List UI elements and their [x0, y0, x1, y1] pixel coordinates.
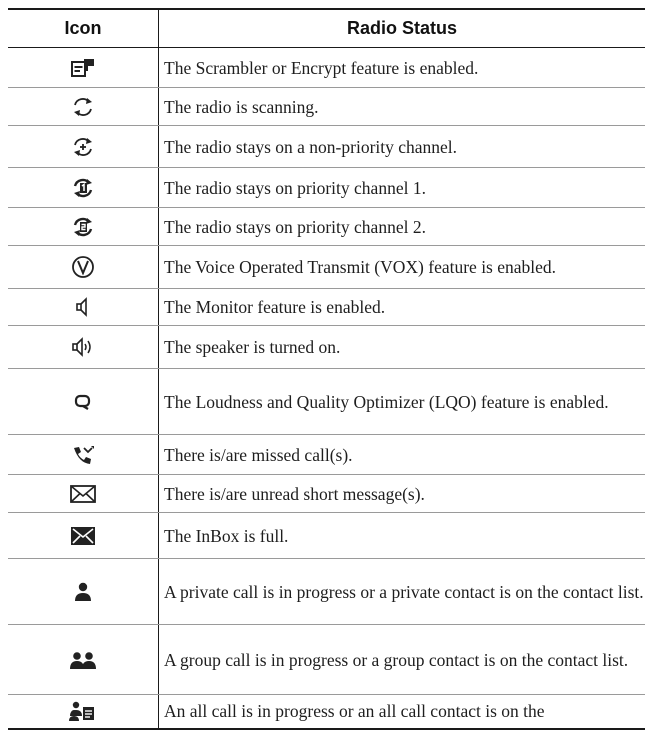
private-call-icon	[72, 581, 94, 603]
status-text: There is/are missed call(s).	[159, 435, 646, 475]
table-row	[8, 48, 645, 88]
table-row	[8, 475, 645, 513]
table-row	[8, 625, 645, 695]
radio-status-column-header: Radio Status	[159, 9, 646, 48]
header-row	[8, 9, 645, 48]
status-text: A private call is in progress or a private contact is on the contact list.	[159, 559, 646, 625]
lqo-icon	[73, 392, 93, 412]
table-row	[8, 435, 645, 475]
unread-message-icon	[69, 484, 97, 504]
priority-channel-2-icon	[70, 216, 96, 238]
table-row	[8, 88, 645, 126]
status-text: The radio is scanning.	[159, 88, 646, 126]
table-row	[8, 513, 645, 559]
all-call-icon	[69, 700, 97, 722]
table-row	[8, 246, 645, 289]
status-text: The Scrambler or Encrypt feature is enabled.	[159, 48, 646, 88]
inbox-full-icon	[69, 525, 97, 547]
status-text: The radio stays on priority channel 1.	[159, 168, 646, 208]
table-row	[8, 559, 645, 625]
missed-call-icon	[70, 444, 96, 466]
vox-icon	[71, 255, 95, 279]
table-row	[8, 326, 645, 369]
status-text: The Monitor feature is enabled.	[159, 289, 646, 326]
status-text: The speaker is turned on.	[159, 326, 646, 369]
scan-icon	[70, 96, 96, 118]
table-row	[8, 126, 645, 168]
status-text: The radio stays on priority channel 2.	[159, 208, 646, 246]
table-row	[8, 289, 645, 326]
table-row	[8, 695, 645, 729]
monitor-icon	[73, 296, 93, 318]
status-text: The radio stays on a non-priority channel.	[159, 126, 646, 168]
table-row	[8, 168, 645, 208]
group-call-icon	[69, 649, 97, 671]
status-text: There is/are unread short message(s).	[159, 475, 646, 513]
status-text: The Voice Operated Transmit (VOX) feature is enabled.	[159, 246, 646, 289]
status-text: An all call is in progress or an all call contact is on the	[164, 701, 545, 722]
table-row	[8, 369, 645, 435]
status-text: A group call is in progress or a group contact is on the contact list.	[159, 625, 646, 695]
radio-status-icon-table	[8, 8, 645, 730]
speaker-on-icon	[69, 336, 97, 358]
icon-column-header: Icon	[8, 9, 159, 48]
status-text: The InBox is full.	[159, 513, 646, 559]
priority-channel-1-icon	[70, 177, 96, 199]
scrambler-encrypt-icon	[69, 57, 97, 79]
table-row	[8, 208, 645, 246]
status-text: The Loudness and Quality Optimizer (LQO) feature is enabled.	[159, 369, 646, 435]
scan-non-priority-icon	[70, 136, 96, 158]
